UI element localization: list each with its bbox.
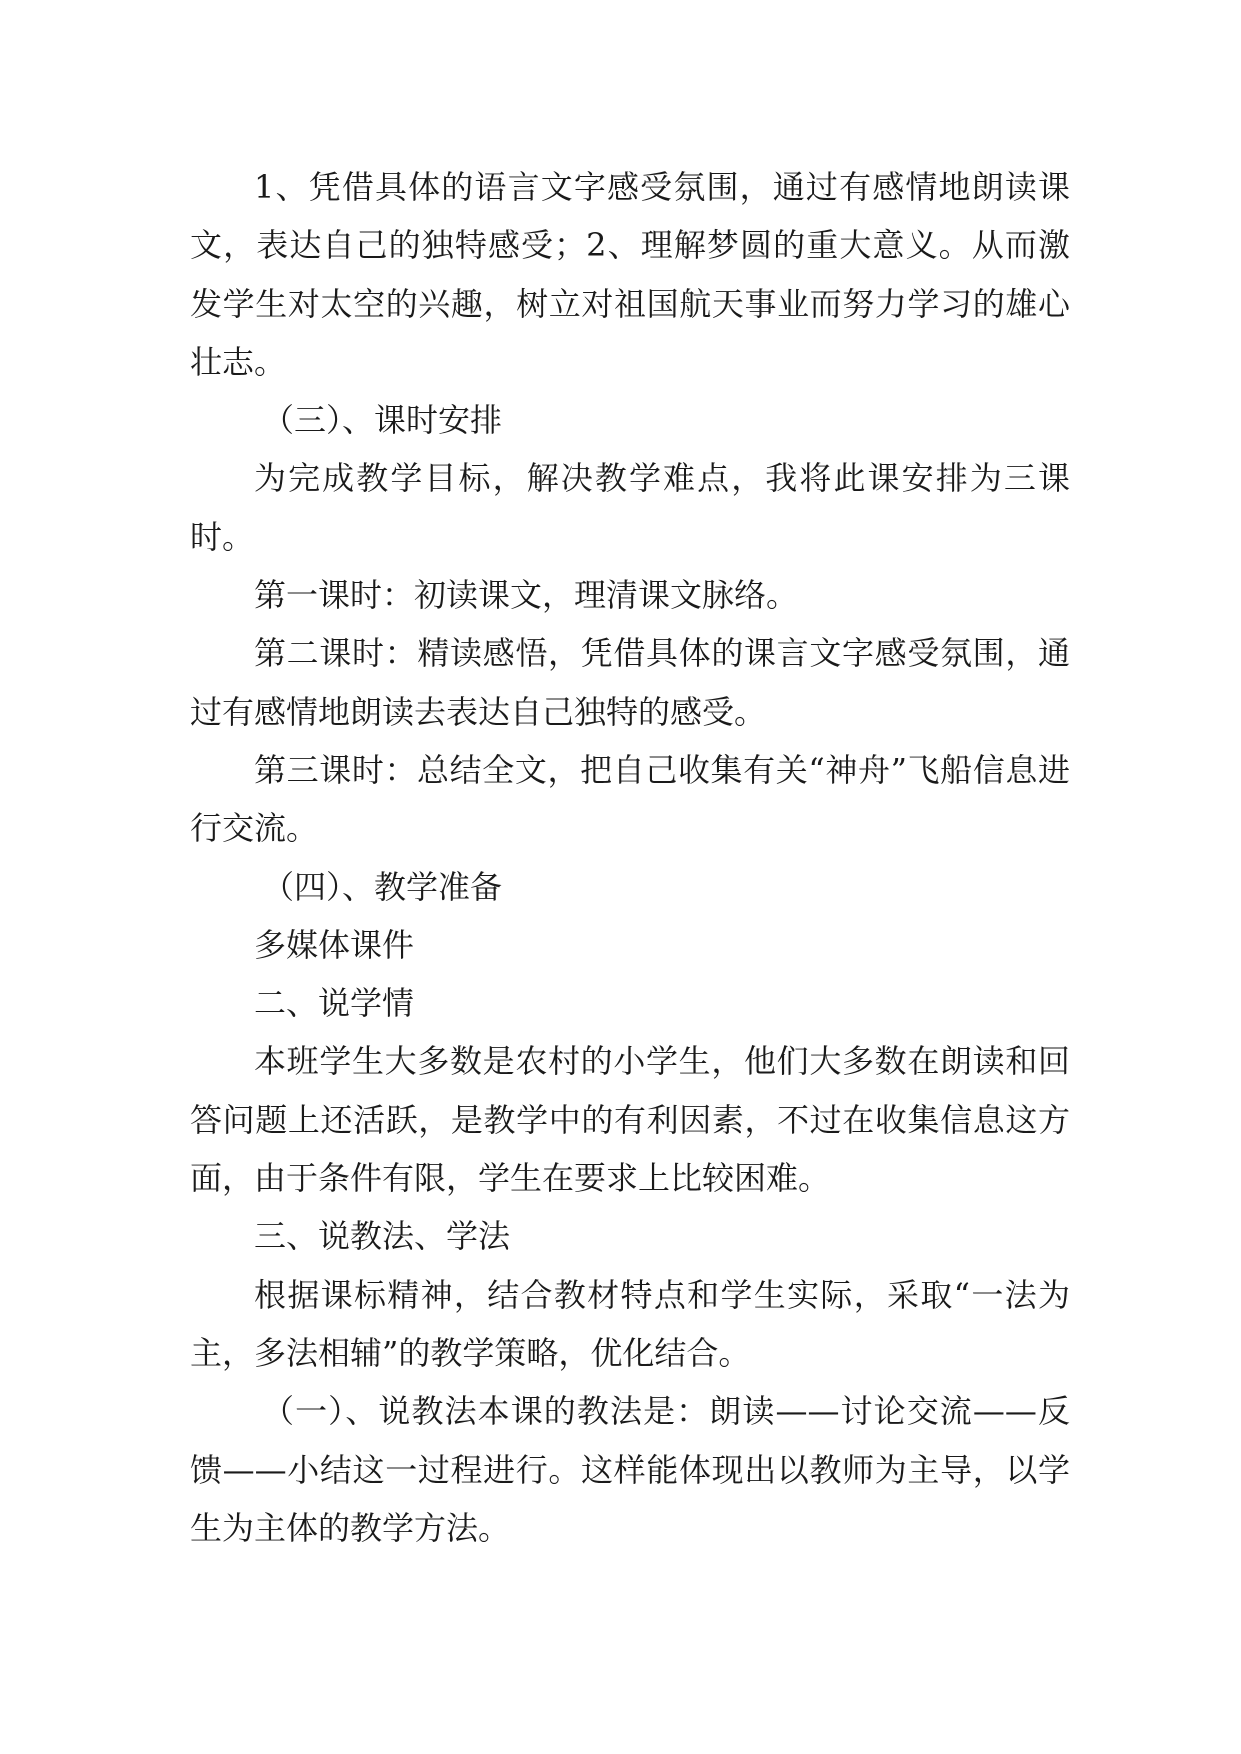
- heading-student-situation: 二、说学情: [254, 984, 415, 1023]
- heading-teaching-preparation: （四）、教学准备: [262, 867, 503, 906]
- paragraph-lesson-2: 第二课时：精读感悟，凭借具体的课言文字感受氛围，通过有感情地朗读去表达自己独特的感受。: [190, 634, 1070, 731]
- paragraph-lesson-1: 第一课时：初读课文，理清课文脉络。: [254, 576, 799, 615]
- paragraph-multimedia: 多媒体课件: [254, 925, 415, 964]
- paragraph-strategy: 根据课标精神，结合教材特点和学生实际，采取“一法为主，多法相辅”的教学策略，优化结合。: [190, 1275, 1070, 1372]
- paragraph-objectives: 1、凭借具体的语言文字感受氛围，通过有感情地朗读课文，表达自己的独特感受；2、理解梦圆的重大意义。从而激发学生对太空的兴趣，树立对祖国航天事业而努力学习的雄心壮志。: [190, 168, 1070, 381]
- paragraph-lesson-3: 第三课时：总结全文，把自己收集有关“神舟”飞船信息进行交流。: [190, 750, 1070, 848]
- document-body: [190, 158, 1070, 1557]
- paragraph-teaching-method: （一）、说教法本课的教法是：朗读——讨论交流——反馈——小结这一过程进行。这样能体现出以教师为主导，以学生为主体的教学方法。: [190, 1392, 1070, 1547]
- paragraph-student-situation: 本班学生大多数是农村的小学生，他们大多数在朗读和回答问题上还活跃，是教学中的有利因素，不过在收集信息这方面，由于条件有限，学生在要求上比较困难。: [190, 1042, 1070, 1198]
- heading-class-schedule: （三）、课时安排: [262, 401, 503, 440]
- paragraph-schedule-intro: 为完成教学目标，解决教学难点，我将此课安排为三课时。: [190, 459, 1070, 556]
- heading-teaching-methods: 三、说教法、学法: [254, 1217, 511, 1256]
